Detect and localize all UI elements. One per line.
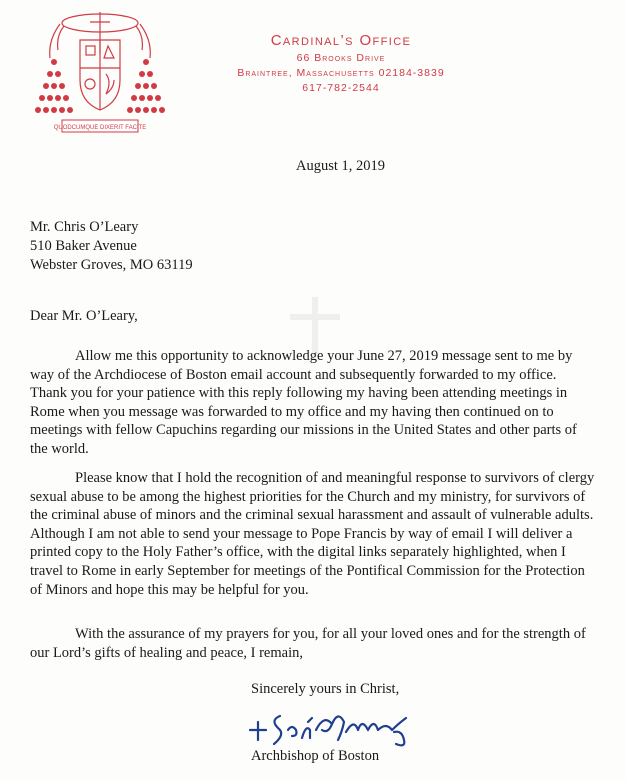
recipient-city: Webster Groves, MO 63119 <box>30 257 193 273</box>
office-street: 66 Brooks Drive <box>296 52 386 64</box>
recipient-name: Mr. Chris O’Leary <box>30 219 139 235</box>
letter-date: August 1, 2019 <box>296 158 386 174</box>
body-paragraph: With the assurance of my prayers for you, for all your loved ones and for the strength of our Lord’s gifts of healing and peace, I remain, <box>30 626 586 661</box>
coat-of-arms-icon <box>26 10 174 138</box>
crest-motto: QUODCUMQUE DIXERIT FACITE <box>53 125 147 131</box>
recipient-address <box>30 218 193 275</box>
recipient-street: 510 Baker Avenue <box>30 238 137 254</box>
closing-line: Sincerely yours in Christ, <box>251 681 400 697</box>
body-paragraph: Allow me this opportunity to acknowledge your June 27, 2019 message sent to me by way of the Archdiocese of Boston email account and subsequently forwarded to my office. Thank you for your patience with this reply following my having been attending meetings in Rome when you message was forwarded to my office and my having then continued on to meetings with fellow Capuchins regarding our missions in the United States and other parts of the world. <box>30 348 577 457</box>
letterhead <box>196 32 486 94</box>
handwritten-signature <box>246 700 418 750</box>
office-city: Braintree, Massachusetts 02184-3839 <box>237 67 445 79</box>
salutation: Dear Mr. O’Leary, <box>30 308 138 324</box>
office-name: Cardinal’s Office <box>270 32 412 49</box>
office-phone: 617-782-2544 <box>302 82 380 94</box>
signer-title: Archbishop of Boston <box>251 748 380 764</box>
body-paragraph: Please know that I hold the recognition of and meaningful response to survivors of clergy sexual abuse to be among the highest priorities for the Church and my ministry, for survivors of the criminal abuse of minors and the criminal sexual harassment and assault of vulnerable adults. Although I am not able to send your message to Pope Francis by way of email I will deliver a printed copy to the Holy Father’s office, with the digital links separately highlighted, when I travel to Rome in early September for meetings of the Pontifical Commission for the Protection of Minors and hope this may be helpful for you. <box>30 470 595 598</box>
